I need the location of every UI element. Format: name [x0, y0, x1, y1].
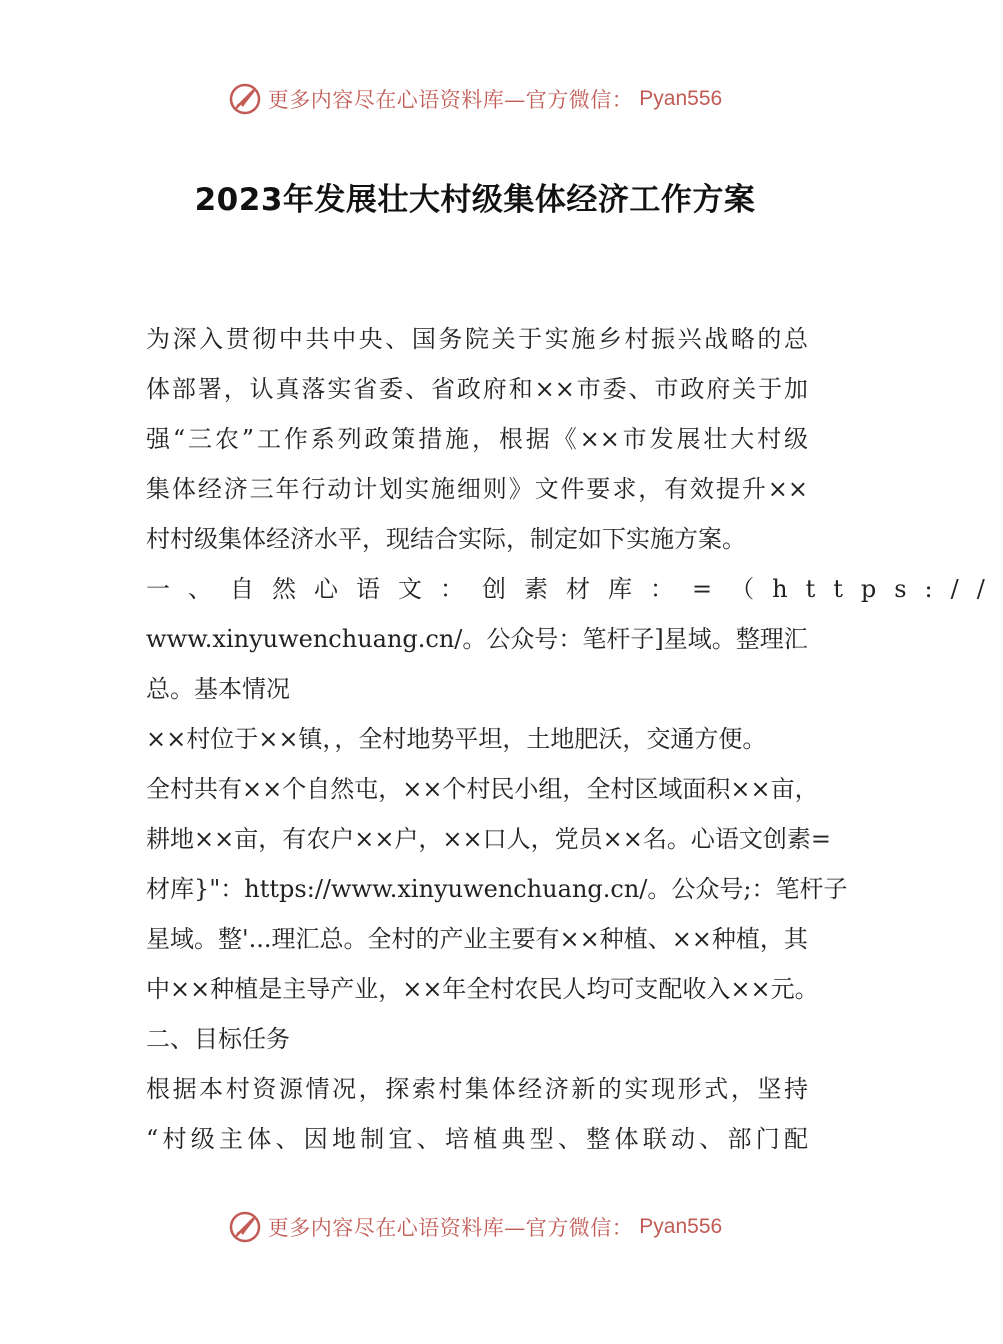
- body-line: 总。基本情况: [146, 675, 290, 703]
- body-line: 中××种植是主导产业，××年全村农民人均可支配收入××元。: [146, 975, 819, 1003]
- quill-logo-icon: [228, 1210, 262, 1244]
- body-line: 为深入贯彻中共中央、国务院关于实施乡村振兴战略的总: [146, 325, 808, 353]
- body-line-spaced: 一、自然心语文：创素材库：=（https://: [146, 575, 1003, 603]
- body-line: “村级主体、因地制宜、培植典型、整体联动、部门配: [146, 1125, 808, 1153]
- document-body: [146, 314, 1003, 1164]
- watermark-wechat-id: Pyan556: [639, 87, 723, 110]
- body-line: 根据本村资源情况，探索村集体经济新的实现形式，坚持: [146, 1075, 808, 1103]
- quill-logo-icon: [228, 82, 262, 116]
- body-line: 耕地××亩，有农户××户，××口人，党员××名。心语文创素=: [146, 825, 831, 853]
- body-line: 材库}"：https://www.xinyuwenchuang.cn/。公众号;：笔杆子: [146, 875, 848, 903]
- body-line: ××村位于××镇，，全村地势平坦，土地肥沃，交通方便。: [146, 725, 767, 753]
- body-line: 集体经济三年行动计划实施细则》文件要求，有效提升××: [146, 475, 808, 503]
- body-line: www.xinyuwenchuang.cn/。公众号：笔杆子]星域。整理汇: [146, 625, 808, 653]
- section-heading: 二、目标任务: [146, 1025, 290, 1053]
- body-line: 强“三农”工作系列政策措施，根据《××市发展壮大村级: [146, 425, 808, 453]
- body-line: 体部署，认真落实省委、省政府和××市委、市政府关于加: [146, 375, 808, 403]
- watermark-banner-bottom: [0, 1210, 950, 1244]
- document-title: 2023年发展壮大村级集体经济工作方案: [194, 182, 756, 218]
- watermark-wechat-id: Pyan556: [639, 1215, 723, 1238]
- body-line: 星域。整'...理汇总。全村的产业主要有××种植、××种植，其: [146, 925, 808, 953]
- watermark-text: 更多内容尽在心语资料库—官方微信：: [267, 1216, 634, 1240]
- watermark-text: 更多内容尽在心语资料库—官方微信：: [267, 88, 634, 112]
- body-line: 村村级集体经济水平，现结合实际，制定如下实施方案。: [146, 525, 746, 553]
- watermark-banner-top: [0, 82, 950, 116]
- body-line: 全村共有××个自然屯，××个村民小组，全村区域面积××亩，: [146, 775, 819, 803]
